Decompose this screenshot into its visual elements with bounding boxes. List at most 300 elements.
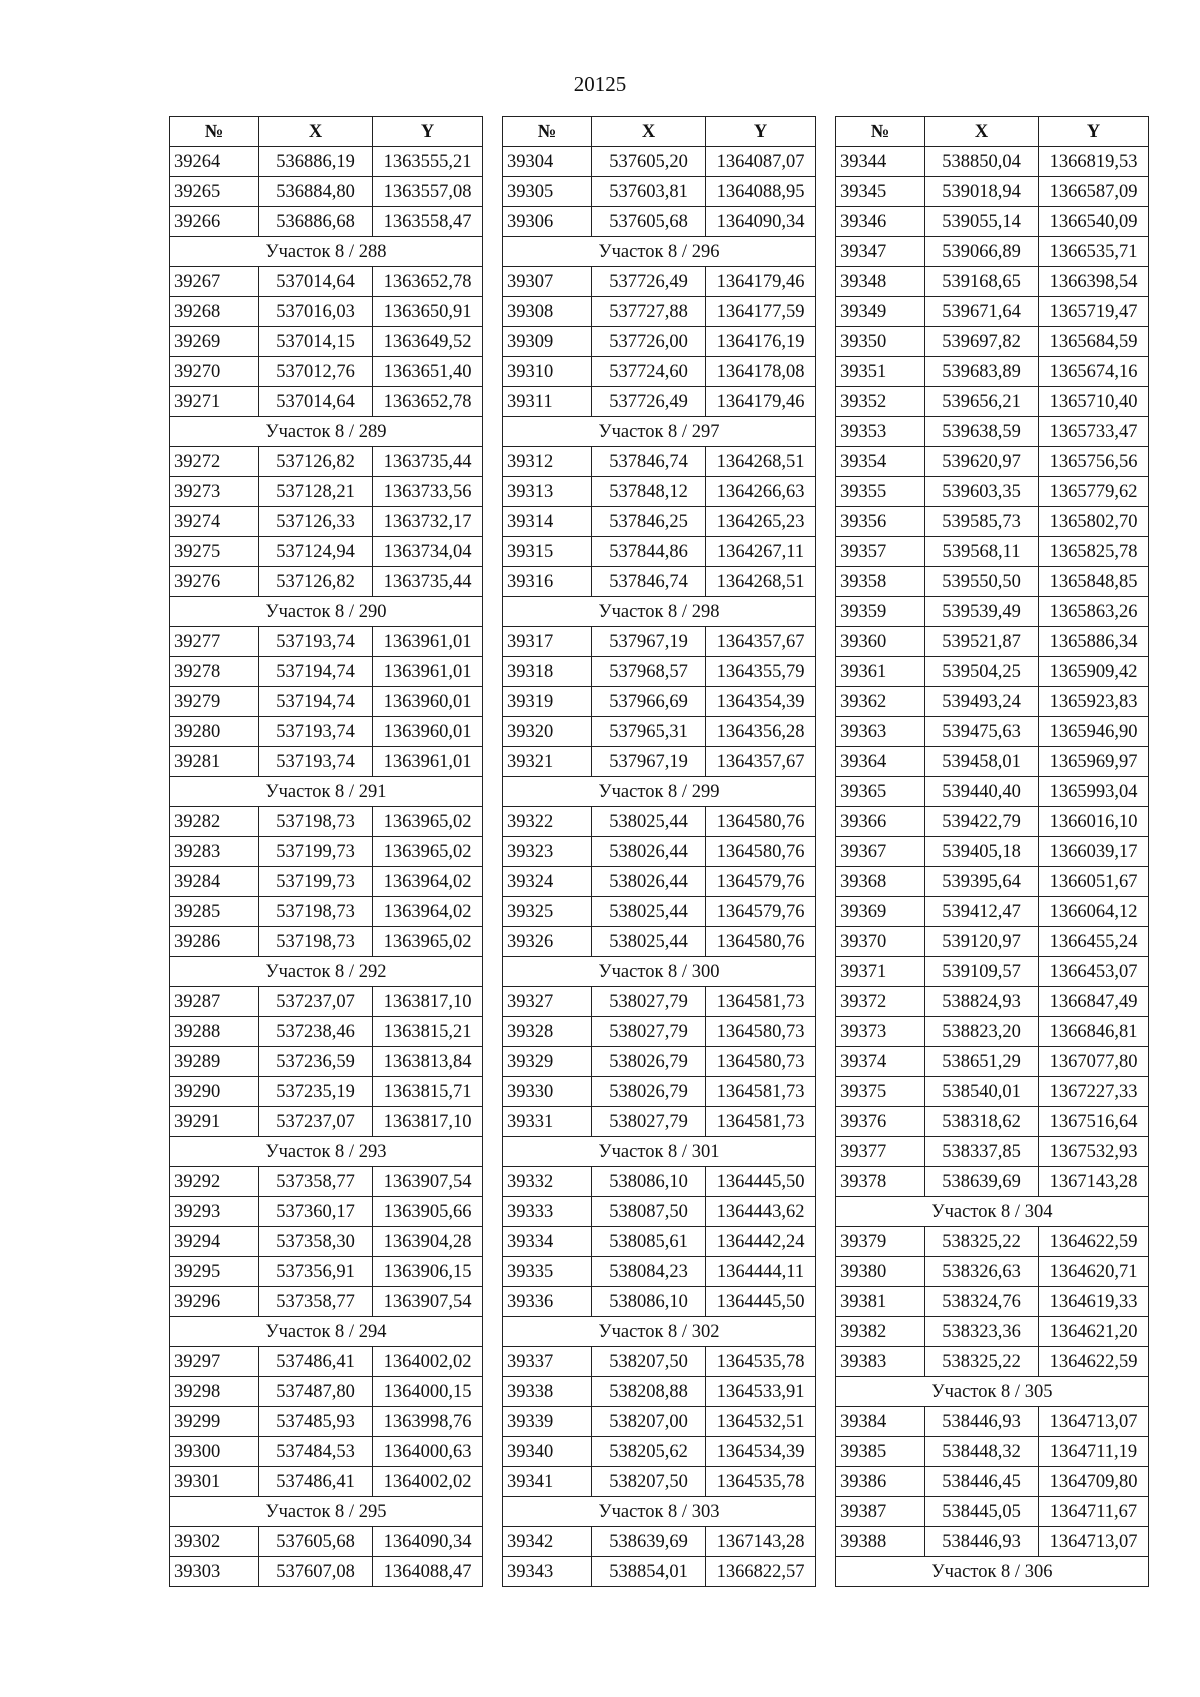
- coord-y: 1363960,01: [373, 687, 483, 717]
- point-number: 39320: [503, 717, 592, 747]
- plot-header-row: [170, 1497, 483, 1527]
- coord-x: 538027,79: [592, 1107, 706, 1137]
- table-row: [836, 387, 1149, 417]
- coord-x: 537237,07: [259, 987, 373, 1017]
- table-row: [836, 1407, 1149, 1437]
- point-number: 39305: [503, 177, 592, 207]
- point-number: 39290: [170, 1077, 259, 1107]
- point-number: 39368: [836, 867, 925, 897]
- point-number: 39350: [836, 327, 925, 357]
- coord-x: 537726,49: [592, 387, 706, 417]
- coord-y: 1363557,08: [373, 177, 483, 207]
- table-row: [503, 807, 816, 837]
- table-row: [836, 1047, 1149, 1077]
- coord-x: 537016,03: [259, 297, 373, 327]
- coord-y: 1363558,47: [373, 207, 483, 237]
- plot-header-row: [170, 597, 483, 627]
- coord-y: 1364088,95: [706, 177, 816, 207]
- point-number: 39349: [836, 297, 925, 327]
- coord-y: 1366819,53: [1039, 147, 1149, 177]
- table-row: [170, 507, 483, 537]
- coord-x: 537727,88: [592, 297, 706, 327]
- table-row: [503, 567, 816, 597]
- point-number: 39329: [503, 1047, 592, 1077]
- header-row: [836, 117, 1149, 147]
- point-number: 39378: [836, 1167, 925, 1197]
- table-row: [170, 627, 483, 657]
- coord-x: 537014,15: [259, 327, 373, 357]
- point-number: 39384: [836, 1407, 925, 1437]
- coord-x: 537605,20: [592, 147, 706, 177]
- table-row: [836, 717, 1149, 747]
- plot-header-row: [503, 777, 816, 807]
- coord-y: 1367516,64: [1039, 1107, 1149, 1137]
- coord-x: 539568,11: [925, 537, 1039, 567]
- coord-x: 538823,20: [925, 1017, 1039, 1047]
- coord-x: 538025,44: [592, 897, 706, 927]
- point-number: 39359: [836, 597, 925, 627]
- point-number: 39272: [170, 447, 259, 477]
- coord-y: 1363817,10: [373, 987, 483, 1017]
- point-number: 39325: [503, 897, 592, 927]
- coord-x: 539603,35: [925, 477, 1039, 507]
- coord-y: 1364711,19: [1039, 1437, 1149, 1467]
- coordinate-table-1: [169, 116, 483, 1587]
- coord-x: 537486,41: [259, 1347, 373, 1377]
- table-row: [503, 297, 816, 327]
- table-row: [836, 777, 1149, 807]
- coord-x: 538086,10: [592, 1287, 706, 1317]
- coord-x: 538205,62: [592, 1437, 706, 1467]
- plot-header-row: [170, 1317, 483, 1347]
- point-number: 39341: [503, 1467, 592, 1497]
- point-number: 39277: [170, 627, 259, 657]
- point-number: 39363: [836, 717, 925, 747]
- point-number: 39319: [503, 687, 592, 717]
- coord-x: 539620,97: [925, 447, 1039, 477]
- table-row: [170, 987, 483, 1017]
- table-row: [836, 567, 1149, 597]
- point-number: 39344: [836, 147, 925, 177]
- coord-y: 1365802,70: [1039, 507, 1149, 537]
- header-x: X: [592, 117, 706, 147]
- table-row: [836, 657, 1149, 687]
- coord-y: 1364357,67: [706, 627, 816, 657]
- coord-x: 538085,61: [592, 1227, 706, 1257]
- header-number: №: [836, 117, 925, 147]
- table-row: [503, 687, 816, 717]
- point-number: 39371: [836, 957, 925, 987]
- coord-x: 538207,50: [592, 1347, 706, 1377]
- plot-label: Участок 8 / 290: [170, 597, 483, 627]
- coord-y: 1364002,02: [373, 1347, 483, 1377]
- point-number: 39287: [170, 987, 259, 1017]
- header-y: Y: [1039, 117, 1149, 147]
- coord-y: 1364579,76: [706, 867, 816, 897]
- table-row: [503, 1467, 816, 1497]
- point-number: 39354: [836, 447, 925, 477]
- coord-x: 537128,21: [259, 477, 373, 507]
- coord-y: 1364713,07: [1039, 1407, 1149, 1437]
- coord-y: 1363815,21: [373, 1017, 483, 1047]
- coord-x: 537487,80: [259, 1377, 373, 1407]
- table-row: [836, 837, 1149, 867]
- coord-y: 1364442,24: [706, 1227, 816, 1257]
- table-row: [170, 747, 483, 777]
- plot-header-row: [503, 1497, 816, 1527]
- table-row: [503, 327, 816, 357]
- coord-y: 1365779,62: [1039, 477, 1149, 507]
- coord-x: 537236,59: [259, 1047, 373, 1077]
- coord-y: 1364622,59: [1039, 1347, 1149, 1377]
- coord-x: 538651,29: [925, 1047, 1039, 1077]
- coord-x: 538824,93: [925, 987, 1039, 1017]
- plot-header-row: [836, 1557, 1149, 1587]
- table-row: [503, 657, 816, 687]
- point-number: 39268: [170, 297, 259, 327]
- plot-header-row: [503, 1137, 816, 1167]
- coord-x: 537846,25: [592, 507, 706, 537]
- plot-label: Участок 8 / 289: [170, 417, 483, 447]
- table-row: [503, 1557, 816, 1587]
- plot-header-row: [503, 237, 816, 267]
- coord-y: 1364581,73: [706, 1107, 816, 1137]
- page-number: 20125: [573, 72, 627, 96]
- coord-x: 539656,21: [925, 387, 1039, 417]
- coord-y: 1364709,80: [1039, 1467, 1149, 1497]
- plot-label: Участок 8 / 300: [503, 957, 816, 987]
- point-number: 39270: [170, 357, 259, 387]
- table-row: [170, 1047, 483, 1077]
- coord-x: 539422,79: [925, 807, 1039, 837]
- coord-y: 1364267,11: [706, 537, 816, 567]
- table-row: [836, 207, 1149, 237]
- table-row: [836, 807, 1149, 837]
- coord-y: 1366051,67: [1039, 867, 1149, 897]
- point-number: 39323: [503, 837, 592, 867]
- table-row: [170, 357, 483, 387]
- coord-x: 537356,91: [259, 1257, 373, 1287]
- coordinate-table-3: [835, 116, 1149, 1587]
- coord-y: 1365825,78: [1039, 537, 1149, 567]
- point-number: 39266: [170, 207, 259, 237]
- table-row: [503, 1047, 816, 1077]
- table-row: [503, 1017, 816, 1047]
- coord-x: 538027,79: [592, 1017, 706, 1047]
- coord-x: 537194,74: [259, 687, 373, 717]
- coord-x: 537238,46: [259, 1017, 373, 1047]
- table-row: [503, 357, 816, 387]
- coord-x: 539109,57: [925, 957, 1039, 987]
- table-row: [836, 1497, 1149, 1527]
- point-number: 39356: [836, 507, 925, 537]
- point-number: 39314: [503, 507, 592, 537]
- coord-y: 1363735,44: [373, 567, 483, 597]
- table-row: [836, 1107, 1149, 1137]
- table-row: [836, 1467, 1149, 1497]
- coord-y: 1364581,73: [706, 987, 816, 1017]
- table-row: [836, 987, 1149, 1017]
- table-row: [503, 1227, 816, 1257]
- coord-y: 1364354,39: [706, 687, 816, 717]
- point-number: 39342: [503, 1527, 592, 1557]
- point-number: 39295: [170, 1257, 259, 1287]
- coord-y: 1363961,01: [373, 657, 483, 687]
- coord-y: 1365674,16: [1039, 357, 1149, 387]
- coord-x: 537724,60: [592, 357, 706, 387]
- coord-y: 1363906,15: [373, 1257, 483, 1287]
- point-number: 39301: [170, 1467, 259, 1497]
- coord-x: 538026,44: [592, 837, 706, 867]
- coord-y: 1364580,73: [706, 1017, 816, 1047]
- point-number: 39345: [836, 177, 925, 207]
- coord-y: 1364619,33: [1039, 1287, 1149, 1317]
- table-row: [170, 1227, 483, 1257]
- coord-y: 1363904,28: [373, 1227, 483, 1257]
- coord-x: 537126,82: [259, 447, 373, 477]
- point-number: 39286: [170, 927, 259, 957]
- coord-x: 537485,93: [259, 1407, 373, 1437]
- point-number: 39275: [170, 537, 259, 567]
- coord-y: 1365923,83: [1039, 687, 1149, 717]
- coord-x: 538326,63: [925, 1257, 1039, 1287]
- coord-x: 537126,33: [259, 507, 373, 537]
- table-row: [836, 1077, 1149, 1107]
- coord-x: 539585,73: [925, 507, 1039, 537]
- coord-x: 538337,85: [925, 1137, 1039, 1167]
- coord-x: 537358,30: [259, 1227, 373, 1257]
- table-row: [170, 1527, 483, 1557]
- coord-x: 538087,50: [592, 1197, 706, 1227]
- point-number: 39306: [503, 207, 592, 237]
- point-number: 39312: [503, 447, 592, 477]
- coord-x: 538639,69: [592, 1527, 706, 1557]
- coord-y: 1367143,28: [1039, 1167, 1149, 1197]
- plot-label: Участок 8 / 298: [503, 597, 816, 627]
- point-number: 39298: [170, 1377, 259, 1407]
- coord-x: 539638,59: [925, 417, 1039, 447]
- table-row: [836, 867, 1149, 897]
- coord-x: 538318,62: [925, 1107, 1039, 1137]
- point-number: 39265: [170, 177, 259, 207]
- table-row: [836, 327, 1149, 357]
- table-row: [503, 1527, 816, 1557]
- table-row: [170, 327, 483, 357]
- table-row: [170, 807, 483, 837]
- coord-x: 537358,77: [259, 1167, 373, 1197]
- coord-y: 1364445,50: [706, 1167, 816, 1197]
- table-row: [503, 897, 816, 927]
- coord-y: 1363555,21: [373, 147, 483, 177]
- point-number: 39311: [503, 387, 592, 417]
- plot-header-row: [170, 1137, 483, 1167]
- coord-x: 537486,41: [259, 1467, 373, 1497]
- point-number: 39366: [836, 807, 925, 837]
- point-number: 39333: [503, 1197, 592, 1227]
- table-row: [836, 447, 1149, 477]
- coord-y: 1364179,46: [706, 267, 816, 297]
- coord-y: 1364532,51: [706, 1407, 816, 1437]
- header-y: Y: [373, 117, 483, 147]
- point-number: 39327: [503, 987, 592, 1017]
- point-number: 39383: [836, 1347, 925, 1377]
- coord-y: 1363964,02: [373, 897, 483, 927]
- point-number: 39307: [503, 267, 592, 297]
- coord-y: 1364580,76: [706, 927, 816, 957]
- coord-x: 538325,22: [925, 1227, 1039, 1257]
- point-number: 39347: [836, 237, 925, 267]
- coord-x: 538540,01: [925, 1077, 1039, 1107]
- coord-x: 539395,64: [925, 867, 1039, 897]
- coord-x: 538207,00: [592, 1407, 706, 1437]
- coord-y: 1366847,49: [1039, 987, 1149, 1017]
- coord-y: 1363815,71: [373, 1077, 483, 1107]
- coord-x: 536886,68: [259, 207, 373, 237]
- coord-y: 1363905,66: [373, 1197, 483, 1227]
- point-number: 39289: [170, 1047, 259, 1077]
- point-number: 39332: [503, 1167, 592, 1197]
- table-row: [836, 747, 1149, 777]
- coord-x: 537126,82: [259, 567, 373, 597]
- table-row: [503, 447, 816, 477]
- coord-x: 538324,76: [925, 1287, 1039, 1317]
- coord-x: 537726,49: [592, 267, 706, 297]
- coord-y: 1365710,40: [1039, 387, 1149, 417]
- coord-y: 1363651,40: [373, 357, 483, 387]
- table-row: [836, 237, 1149, 267]
- point-number: 39367: [836, 837, 925, 867]
- point-number: 39280: [170, 717, 259, 747]
- coord-y: 1366535,71: [1039, 237, 1149, 267]
- coord-y: 1364087,07: [706, 147, 816, 177]
- coord-y: 1364622,59: [1039, 1227, 1149, 1257]
- table-row: [503, 747, 816, 777]
- table-row: [170, 657, 483, 687]
- plot-header-row: [503, 597, 816, 627]
- point-number: 39381: [836, 1287, 925, 1317]
- point-number: 39372: [836, 987, 925, 1017]
- table-row: [836, 1257, 1149, 1287]
- point-number: 39357: [836, 537, 925, 567]
- point-number: 39278: [170, 657, 259, 687]
- table-row: [503, 147, 816, 177]
- table-row: [170, 1287, 483, 1317]
- table-row: [170, 1017, 483, 1047]
- plot-header-row: [503, 957, 816, 987]
- coord-y: 1366822,57: [706, 1557, 816, 1587]
- table-row: [836, 1527, 1149, 1557]
- point-number: 39316: [503, 567, 592, 597]
- point-number: 39273: [170, 477, 259, 507]
- point-number: 39296: [170, 1287, 259, 1317]
- table-row: [503, 267, 816, 297]
- point-number: 39271: [170, 387, 259, 417]
- coord-x: 539055,14: [925, 207, 1039, 237]
- header-row: [503, 117, 816, 147]
- coord-y: 1363907,54: [373, 1167, 483, 1197]
- coord-x: 538446,93: [925, 1407, 1039, 1437]
- plot-label: Участок 8 / 293: [170, 1137, 483, 1167]
- coord-y: 1364176,19: [706, 327, 816, 357]
- coord-x: 538026,44: [592, 867, 706, 897]
- coord-x: 537124,94: [259, 537, 373, 567]
- table-row: [170, 1407, 483, 1437]
- coord-x: 537967,19: [592, 627, 706, 657]
- coord-y: 1366016,10: [1039, 807, 1149, 837]
- coord-x: 537358,77: [259, 1287, 373, 1317]
- coord-y: 1365684,59: [1039, 327, 1149, 357]
- coord-x: 537194,74: [259, 657, 373, 687]
- coord-y: 1364535,78: [706, 1467, 816, 1497]
- table-row: [836, 927, 1149, 957]
- coord-x: 538026,79: [592, 1047, 706, 1077]
- coord-y: 1364355,79: [706, 657, 816, 687]
- plot-label: Участок 8 / 304: [836, 1197, 1149, 1227]
- point-number: 39276: [170, 567, 259, 597]
- point-number: 39382: [836, 1317, 925, 1347]
- coord-x: 538445,05: [925, 1497, 1039, 1527]
- coord-y: 1365886,34: [1039, 627, 1149, 657]
- coord-y: 1365733,47: [1039, 417, 1149, 447]
- coord-y: 1365993,04: [1039, 777, 1149, 807]
- coord-y: 1366846,81: [1039, 1017, 1149, 1047]
- coord-x: 537014,64: [259, 267, 373, 297]
- coord-x: 538025,44: [592, 807, 706, 837]
- table-row: [170, 1377, 483, 1407]
- coord-x: 538027,79: [592, 987, 706, 1017]
- coord-y: 1367143,28: [706, 1527, 816, 1557]
- point-number: 39279: [170, 687, 259, 717]
- coord-y: 1364178,08: [706, 357, 816, 387]
- coord-y: 1364579,76: [706, 897, 816, 927]
- plot-label: Участок 8 / 291: [170, 777, 483, 807]
- coord-x: 538446,45: [925, 1467, 1039, 1497]
- table-row: [503, 477, 816, 507]
- coord-y: 1363649,52: [373, 327, 483, 357]
- plot-label: Участок 8 / 302: [503, 1317, 816, 1347]
- point-number: 39364: [836, 747, 925, 777]
- coord-x: 539440,40: [925, 777, 1039, 807]
- table-row: [836, 537, 1149, 567]
- point-number: 39336: [503, 1287, 592, 1317]
- coord-y: 1366455,24: [1039, 927, 1149, 957]
- coord-y: 1364443,62: [706, 1197, 816, 1227]
- coord-y: 1364179,46: [706, 387, 816, 417]
- coord-y: 1363965,02: [373, 927, 483, 957]
- coord-y: 1363965,02: [373, 807, 483, 837]
- coord-x: 539168,65: [925, 267, 1039, 297]
- coord-y: 1366453,07: [1039, 957, 1149, 987]
- coord-y: 1364620,71: [1039, 1257, 1149, 1287]
- coord-x: 537012,76: [259, 357, 373, 387]
- point-number: 39297: [170, 1347, 259, 1377]
- table-row: [503, 207, 816, 237]
- coord-y: 1364580,76: [706, 807, 816, 837]
- table-row: [170, 297, 483, 327]
- coord-y: 1363733,56: [373, 477, 483, 507]
- table-row: [170, 477, 483, 507]
- point-number: 39340: [503, 1437, 592, 1467]
- table-row: [170, 1107, 483, 1137]
- point-number: 39304: [503, 147, 592, 177]
- point-number: 39302: [170, 1527, 259, 1557]
- coord-x: 539697,82: [925, 327, 1039, 357]
- point-number: 39386: [836, 1467, 925, 1497]
- table-row: [170, 567, 483, 597]
- table-row: [170, 717, 483, 747]
- coord-y: 1363732,17: [373, 507, 483, 537]
- coord-y: 1364090,34: [706, 207, 816, 237]
